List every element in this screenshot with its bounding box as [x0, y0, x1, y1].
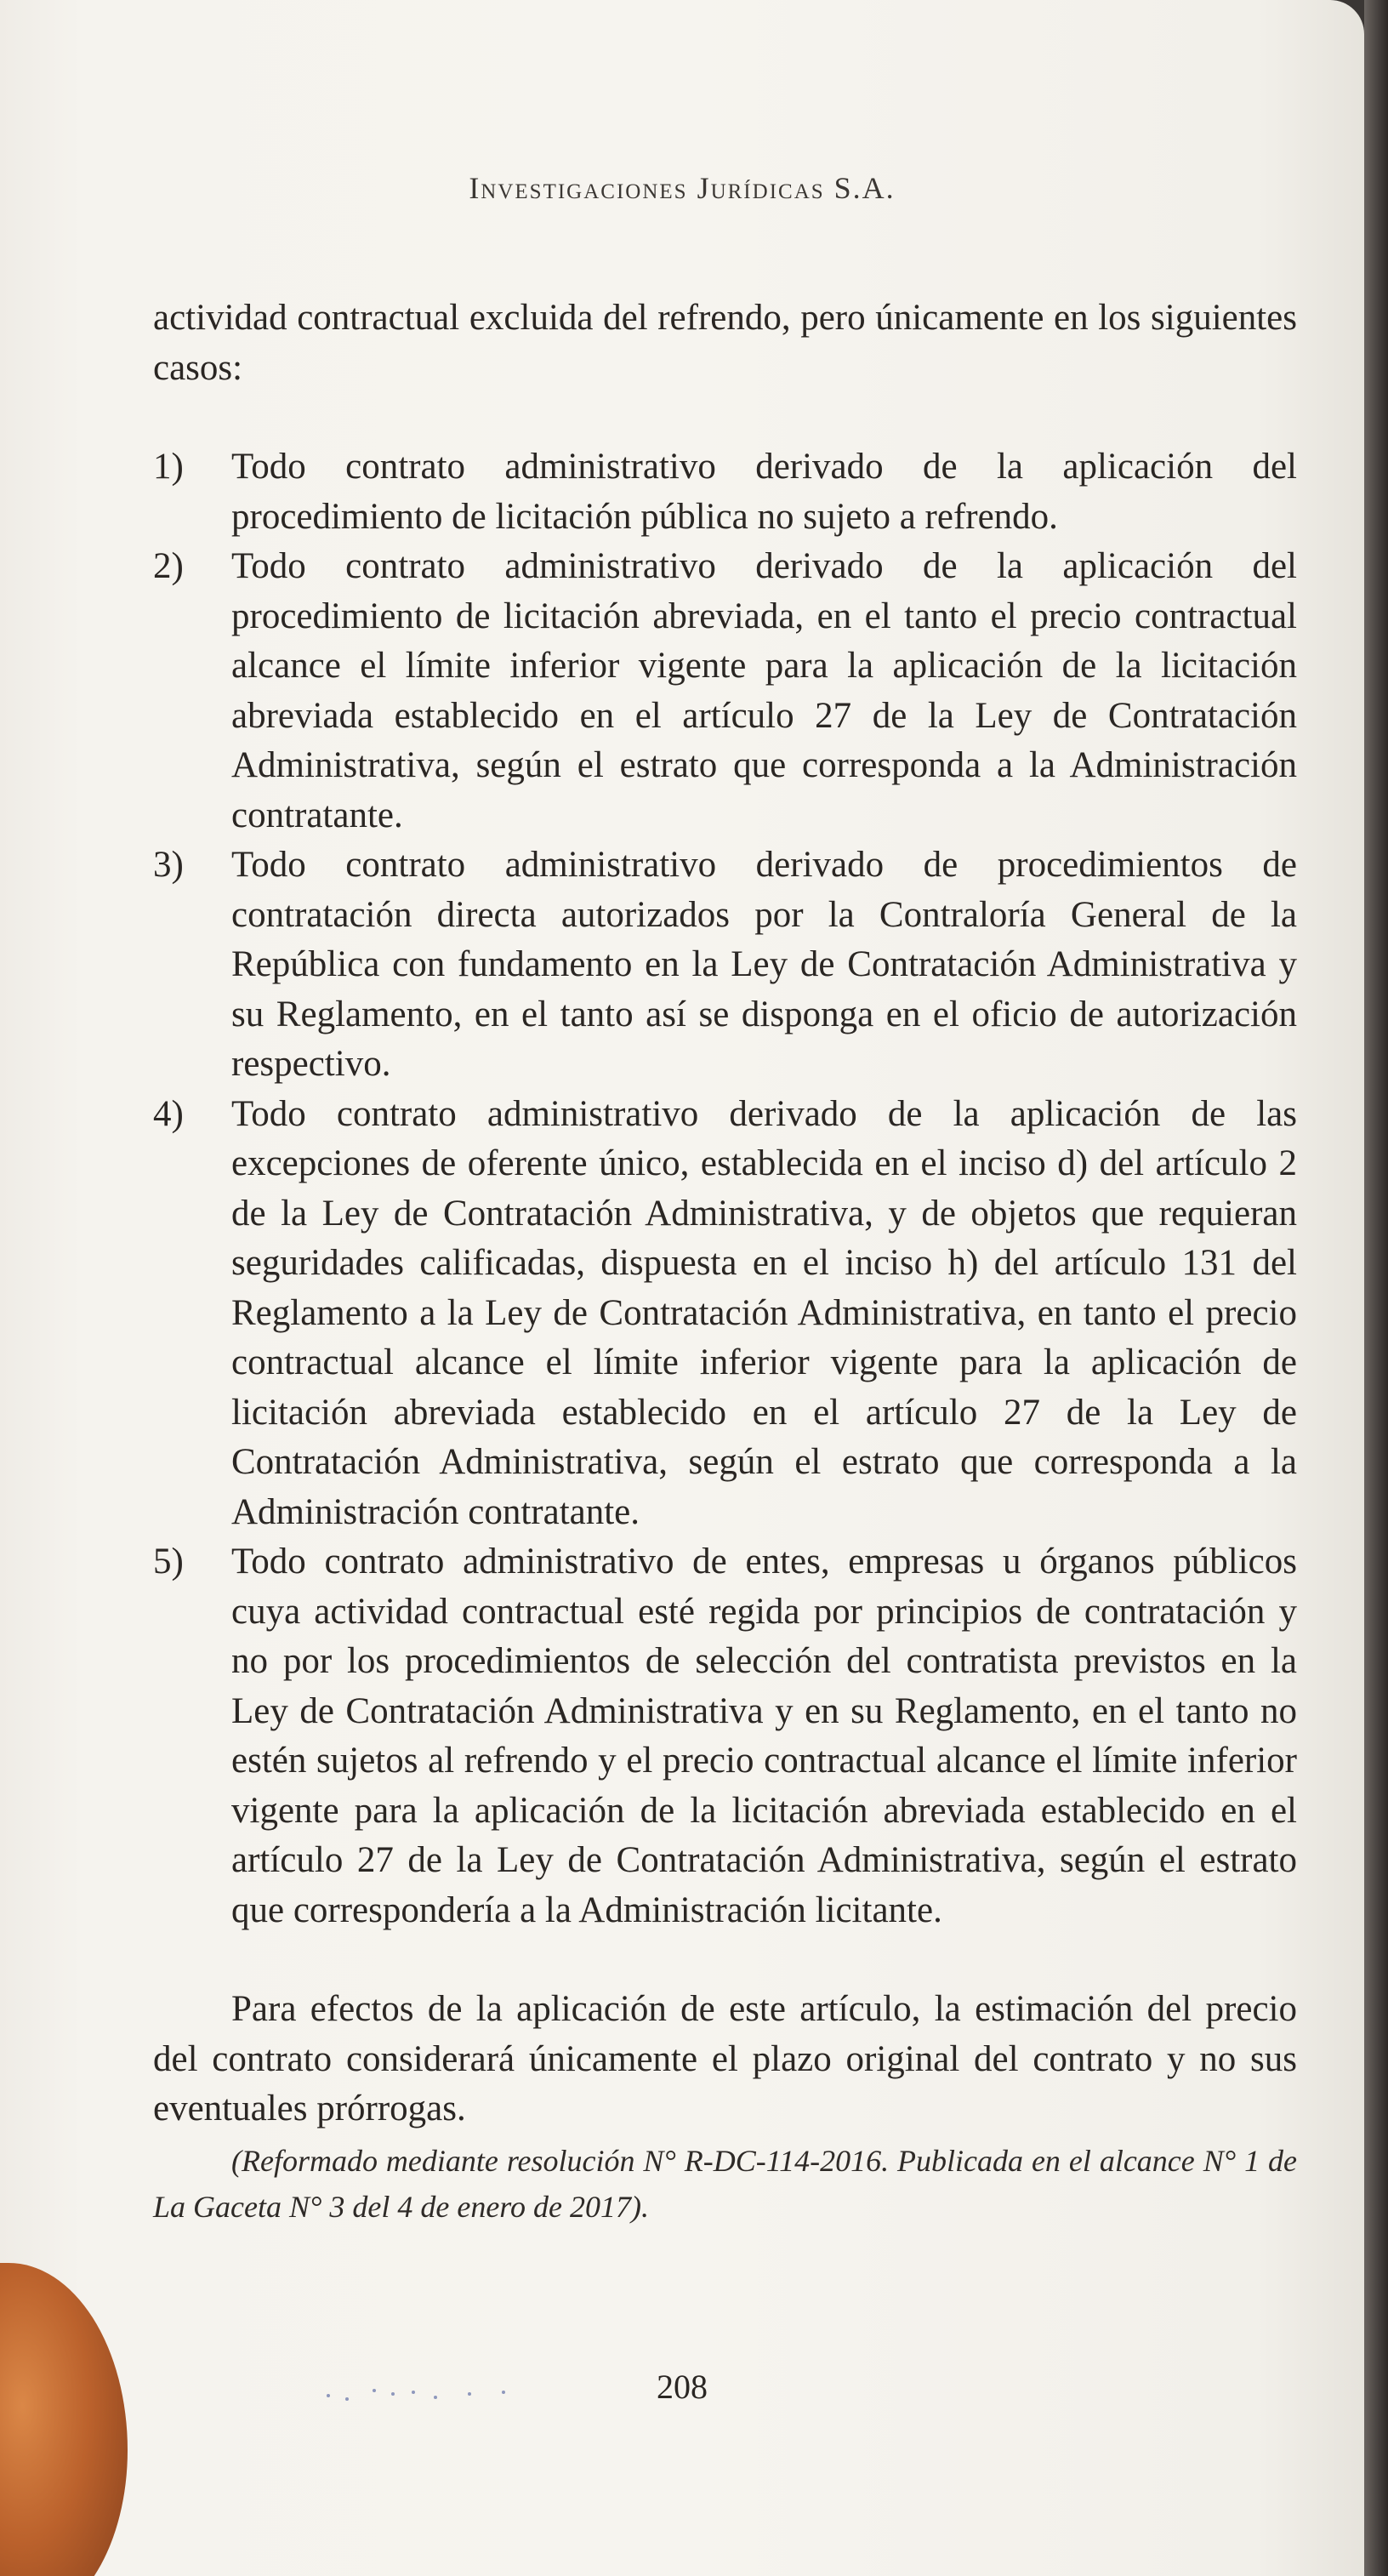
- list-item-number: 3): [153, 845, 184, 885]
- list-item-text: Todo contrato administrativo derivado de la aplicación de las excepciones de oferente único, establecida en el inciso d) del artículo 2 de la Ley de Contratación Administrativa, y de objetos que requieran seguridades calificadas, dispuesta en el inciso h) del artículo 131 del Reglamento a la Ley de Contratación Administrativa, en tanto el precio contractual alcance el límite inferior vigente para la aplicación de licitación abreviada establecido en el artículo 27 de la Ley de Contratación Administrativa, según el estrato que corresponda a la Administración contratante.: [231, 1093, 1297, 1532]
- list-item-text: Todo contrato administrativo derivado de la aplicación del procedimiento de licitación pública no sujeto a refrendo.: [231, 447, 1297, 537]
- list-item-text: Todo contrato administrativo derivado de la aplicación del procedimiento de licitación abreviada, en el tanto el precio contractual alcance el límite inferior vigente para la aplicación de la licitación abreviada establecido en el artículo 27 de la Ley de Contratación Administrativa, según el estrato que corresponda a la Administración contratante.: [231, 546, 1297, 835]
- list-item-number: 1): [153, 447, 184, 487]
- running-header: Investigaciones Jurídicas S.A.: [469, 171, 896, 205]
- cases-list: [153, 442, 1297, 1935]
- list-item: [153, 1537, 1297, 1935]
- page-body: [153, 294, 1297, 2230]
- list-item: [153, 442, 1297, 542]
- list-item-text: Todo contrato administrativo de entes, empresas u órganos públicos cuya actividad contractual esté regida por principios de contratación y no por los procedimientos de selección del contratista previstos en la Ley de Contratación Administrativa y en su Reglamento, en el tanto no estén sujetos al refrendo y el precio contractual alcance el límite inferior vigente para la aplicación de la licitación abreviada establecido en el artículo 27 de la Ley de Contratación Administrativa, según el estrato que correspondería a la Administración licitante.: [231, 1542, 1297, 1930]
- reform-note: (Reformado mediante resolución N° R-DC-114-2016. Publicada en el alcance N° 1 de La Gaceta N° 3 del 4 de enero de 2017).: [153, 2143, 1297, 2224]
- list-item-number: 5): [153, 1542, 184, 1582]
- list-item: [153, 542, 1297, 841]
- page-edge-shadow: [1364, 0, 1388, 2576]
- page-number: 208: [657, 2368, 708, 2406]
- intro-text: actividad contractual excluida del refrendo, pero únicamente en los siguientes casos:: [153, 298, 1297, 388]
- closing-paragraph: Para efectos de la aplicación de este artículo, la estimación del precio del contrato considerará únicamente el plazo original del contrato y no sus eventuales prórrogas.: [153, 1989, 1297, 2129]
- thumb-finger: [0, 2263, 128, 2576]
- list-item: [153, 1090, 1297, 1538]
- list-item: [153, 841, 1297, 1090]
- list-item-text: Todo contrato administrativo derivado de procedimientos de contratación directa autorizados por la Contraloría General de la República con fundamento en la Ley de Contratación Administrativa y su Reglamento, en el tanto así se disponga en el oficio de autorización respectivo.: [231, 845, 1297, 1084]
- list-item-number: 4): [153, 1093, 184, 1134]
- list-item-number: 2): [153, 546, 184, 586]
